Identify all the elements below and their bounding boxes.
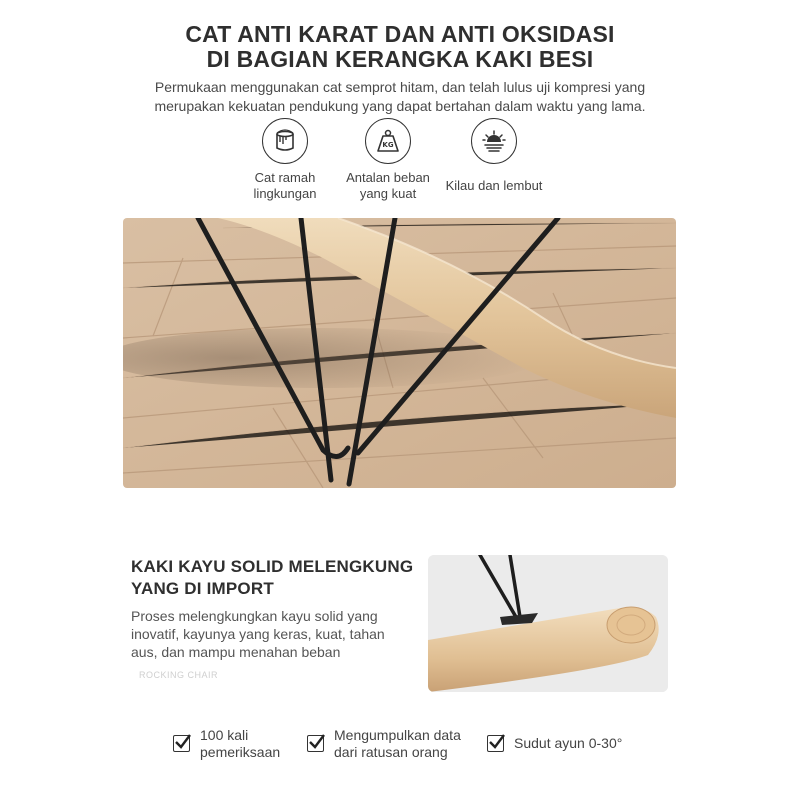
checkbox-checked-icon	[307, 735, 324, 752]
section2-description-line3: aus, dan mampu menahan beban	[131, 644, 341, 660]
product-photo-wooden-rocker	[428, 555, 668, 692]
feature-label-line1: Cat ramah	[254, 170, 316, 185]
kg-icon-text: KG	[382, 141, 394, 149]
feature-gloss	[429, 118, 559, 194]
feature-label-line2: lingkungan	[253, 186, 317, 201]
check-item-inspections	[173, 727, 280, 761]
main-description-line1: Permukaan menggunakan cat semprot hitam, dan telah lulus uji kompresi yang	[154, 79, 646, 95]
section2-description-line1: Proses melengkungkan kayu solid yang	[131, 608, 378, 624]
product-photo-iron-legs	[123, 218, 676, 488]
sunrise-icon	[471, 118, 517, 164]
feature-label-line1: Antalan beban	[346, 170, 430, 185]
check-label-line2: pemeriksaan	[200, 744, 281, 760]
check-label-line1: Sudut ayun 0-30°	[514, 735, 623, 751]
checkbox-checked-icon	[487, 735, 504, 752]
watermark-text: ROCKING CHAIR	[139, 670, 219, 680]
main-title-line1: CAT ANTI KARAT DAN ANTI OKSIDASI	[185, 21, 615, 47]
check-item-data-collection	[307, 727, 461, 761]
section2-description-line2: inovatif, kayunya yang keras, kuat, tahan	[131, 626, 385, 642]
paint-can-icon	[262, 118, 308, 164]
main-description-line2: merupakan kekuatan pendukung yang dapat bertahan dalam waktu yang lama.	[154, 98, 646, 114]
check-label-line2: dari ratusan orang	[334, 744, 448, 760]
feature-label-line2: yang kuat	[359, 186, 417, 201]
checkbox-checked-icon	[173, 735, 190, 752]
feature-label-line1: Kilau dan lembut	[445, 178, 543, 193]
main-title-line2: DI BAGIAN KERANGKA KAKI BESI	[206, 46, 594, 72]
section2-title-line2: YANG DI IMPORT	[131, 579, 274, 598]
check-item-swing-angle	[487, 727, 622, 752]
check-label-line1: Mengumpulkan data	[334, 727, 461, 743]
section2-title-line1: KAKI KAYU SOLID MELENGKUNG	[131, 557, 414, 576]
weight-kg-icon	[365, 118, 411, 164]
check-label-line1: 100 kali	[200, 727, 249, 743]
